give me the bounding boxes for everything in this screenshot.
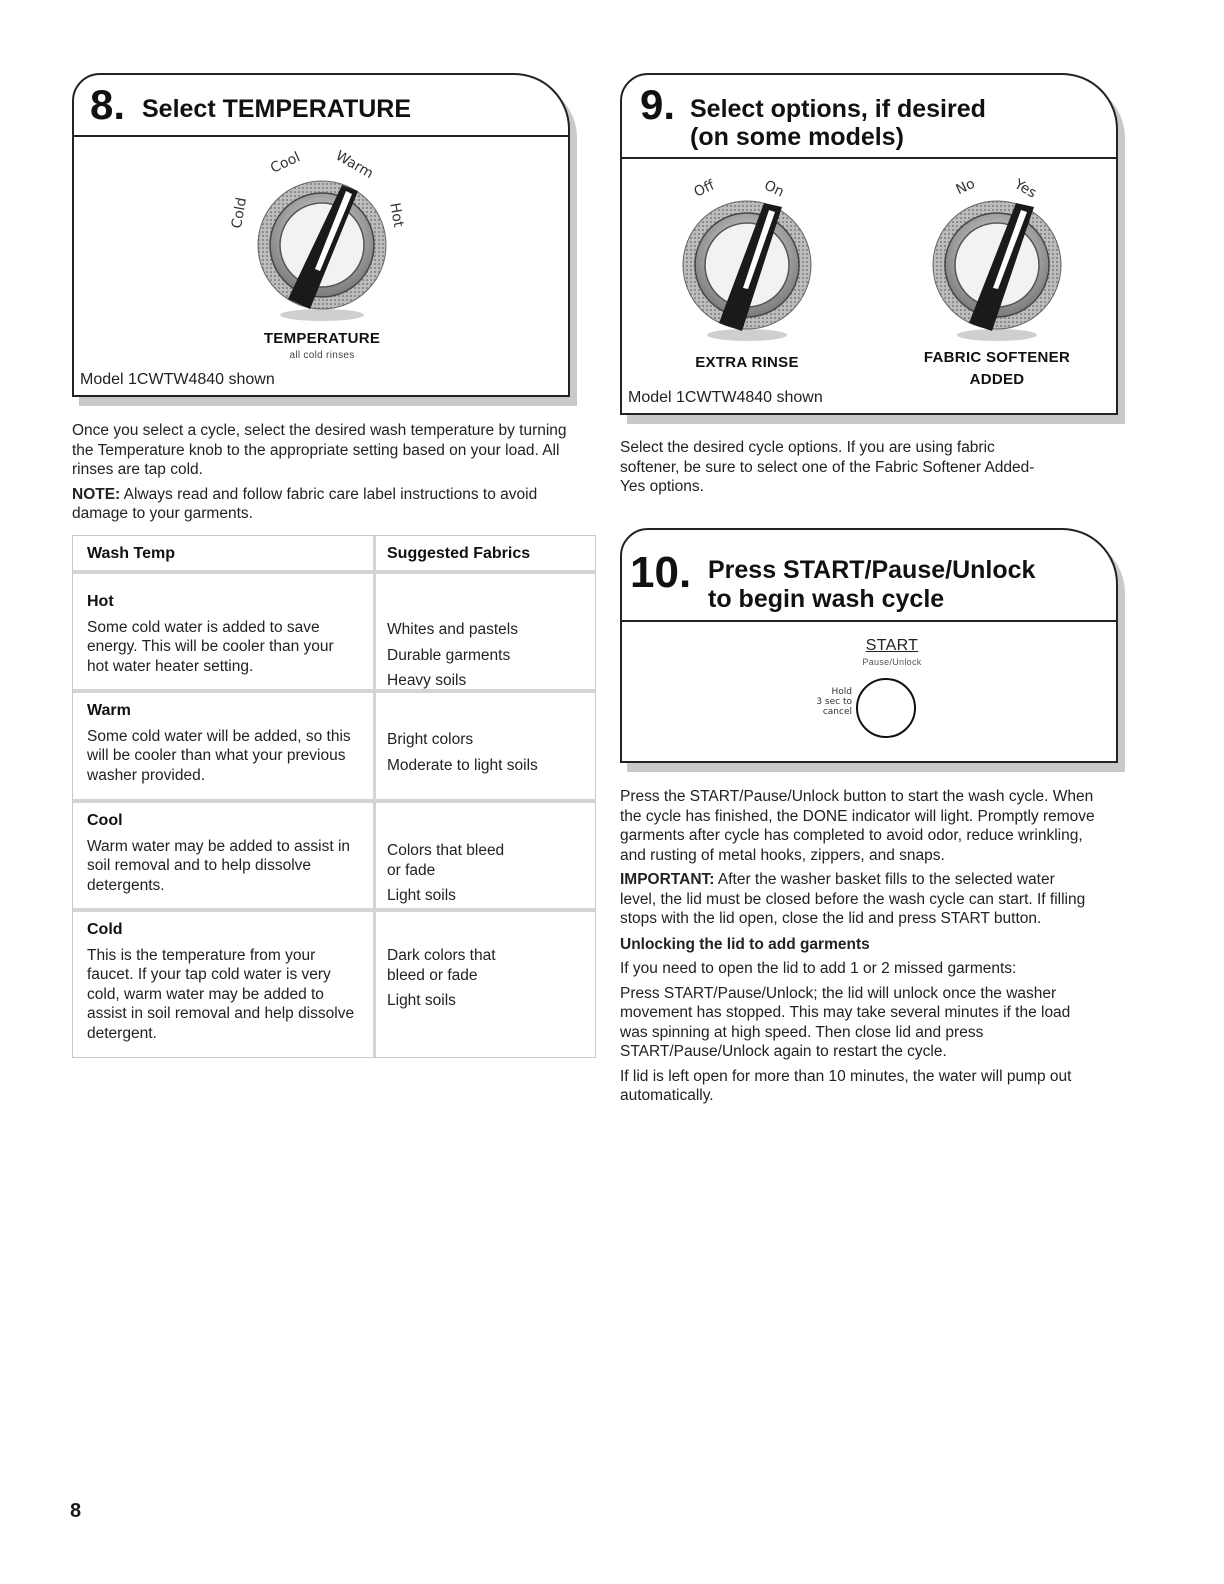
step10-subheading: Unlocking the lid to add garments	[620, 935, 870, 953]
table-row-hot-fabrics	[375, 612, 593, 705]
table-row-cold-temp	[75, 912, 371, 1051]
fabric-item: Colors that bleed or fade	[387, 842, 505, 879]
step10-panel	[620, 528, 1118, 763]
step8-header	[74, 75, 568, 137]
step10-paragraph4: If lid is left open for more than 10 minutes, the water will pump out automatically.	[620, 1067, 1072, 1104]
table-row-warm-fabrics	[375, 722, 593, 789]
wash-temp-table	[72, 535, 596, 1058]
dial-label-on: On	[761, 177, 787, 201]
row-name-cool: Cool	[87, 812, 123, 829]
row-name-cold: Cold	[87, 921, 123, 938]
step8-title: Select TEMPERATURE	[142, 95, 412, 123]
step10-important	[620, 870, 1095, 929]
fabric-softener-dial-icon	[912, 185, 1082, 345]
step8-panel	[72, 73, 570, 397]
step10-header	[622, 530, 1116, 622]
step8-paragraph: Once you select a cycle, select the desired wash temperature by turning the Temperature knob to the appropriate setting based on your load. All rinses are tap cold.	[72, 422, 567, 478]
dial-label-cool: Cool	[268, 149, 303, 177]
fabric-softener-caption-line1: FABRIC SOFTENER	[923, 349, 1071, 366]
step10-title-line1: Press START/Pause/Unlock	[708, 556, 1036, 584]
temperature-caption: TEMPERATURE	[263, 330, 381, 347]
row-name-hot: Hot	[87, 593, 114, 610]
fabric-item: Durable garments	[387, 646, 511, 664]
fabric-item: Light soils	[387, 887, 456, 904]
dial-label-yes: Yes	[1011, 176, 1040, 202]
table-header-wash-temp: Wash Temp	[87, 545, 176, 562]
table-header-suggested-fabrics: Suggested Fabrics	[387, 545, 531, 562]
row-desc-warm: Some cold water will be added, so this will be cooler than what your previous washer provided.	[87, 727, 351, 784]
step9-number: 9.	[640, 81, 676, 128]
step9-paragraph: Select the desired cycle options. If you are using fabric softener, be sure to select one of the Fabric Softener Added-Yes options.	[620, 439, 1035, 495]
row-desc-hot: Some cold water is added to save energy. This will be cooler than your hot water heater setting.	[87, 618, 334, 675]
step8-note	[72, 485, 572, 524]
page-number: 8	[70, 1500, 82, 1522]
fabric-item: Heavy soils	[387, 672, 467, 689]
step8-body	[72, 421, 572, 529]
temperature-dial-icon	[222, 167, 422, 327]
fabric-item: Light soils	[387, 992, 456, 1009]
step8-model-note: Model 1CWTW4840 shown	[80, 371, 275, 388]
table-row-warm-temp	[75, 693, 371, 793]
step10-paragraph1: Press the START/Pause/Unlock button to start the wash cycle. When the cycle has finished, the DONE indicator will light. Promptly remove garments after cycle has completed to avoid odor, reduce wrinkling, and rusting of metal hooks, zippers, and snaps.	[620, 788, 1095, 864]
step9-title-line1: Select options, if desired	[690, 95, 986, 123]
dial-label-cold: Cold	[228, 196, 251, 230]
table-row-hot-temp	[75, 584, 371, 684]
row-desc-cold: This is the temperature from your faucet. If your tap cold water is very cold, warm water may be added to assist in soil removal and help dissolve detergent.	[87, 946, 355, 1042]
step9-panel	[620, 73, 1118, 415]
step10-body	[620, 787, 1095, 1111]
step10-number: 10.	[630, 548, 692, 597]
step10-paragraph3: Press START/Pause/Unlock; the lid will unlock once the washer movement has stopped. This may take several minutes if the load was spinning at high speed. Then close lid and press START/Pause/Unlock again to restart the cycle.	[620, 984, 1071, 1060]
hold-text-line2: 3 sec to	[816, 697, 852, 707]
step9-model-note: Model 1CWTW4840 shown	[628, 389, 823, 406]
dial-label-hot: Hot	[386, 201, 407, 229]
start-button-sublabel: Pause/Unlock	[862, 657, 922, 667]
temperature-subcaption: all cold rinses	[289, 350, 355, 361]
important-text: After the washer basket fills to the selected water level, the lid must be closed before the wash cycle can start. If filling stops with the lid open, close the lid and press START button.	[620, 871, 1086, 927]
table-row-cool-fabrics	[375, 833, 525, 920]
important-label: IMPORTANT:	[620, 871, 715, 888]
fabric-item: Bright colors	[387, 731, 474, 748]
step10-title-line2: to begin wash cycle	[708, 585, 945, 613]
note-label: NOTE:	[72, 485, 121, 503]
dial-label-warm: Warm	[332, 147, 376, 183]
start-button-circle-icon	[854, 676, 918, 740]
extra-rinse-caption: EXTRA RINSE	[695, 354, 799, 371]
step9-title-line2: (on some models)	[690, 123, 904, 151]
step10-paragraph2: If you need to open the lid to add 1 or 2 missed garments:	[620, 960, 1017, 977]
note-text: Always read and follow fabric care label instructions to avoid damage to your garments.	[72, 485, 538, 522]
extra-rinse-dial-icon	[662, 185, 832, 345]
step9-body	[620, 438, 1050, 502]
hold-text-line3: cancel	[822, 707, 852, 717]
table-row-cold-fabrics	[375, 938, 525, 1025]
row-desc-cool: Warm water may be added to assist in soil removal and to help dissolve detergents.	[87, 837, 351, 894]
start-button-label: START	[865, 637, 919, 654]
step9-header	[622, 75, 1116, 159]
fabric-item: Whites and pastels	[387, 621, 518, 638]
fabric-item: Moderate to light soils	[387, 756, 538, 774]
dial-label-off: Off	[691, 177, 718, 201]
fabric-item: Dark colors that bleed or fade	[387, 947, 496, 984]
dial-label-no: No	[953, 175, 978, 199]
row-name-warm: Warm	[87, 702, 131, 719]
hold-text-line1: Hold	[831, 687, 852, 697]
table-row-cool-temp	[75, 803, 371, 903]
fabric-softener-caption-line2: ADDED	[969, 371, 1025, 388]
step8-number: 8.	[90, 81, 126, 128]
